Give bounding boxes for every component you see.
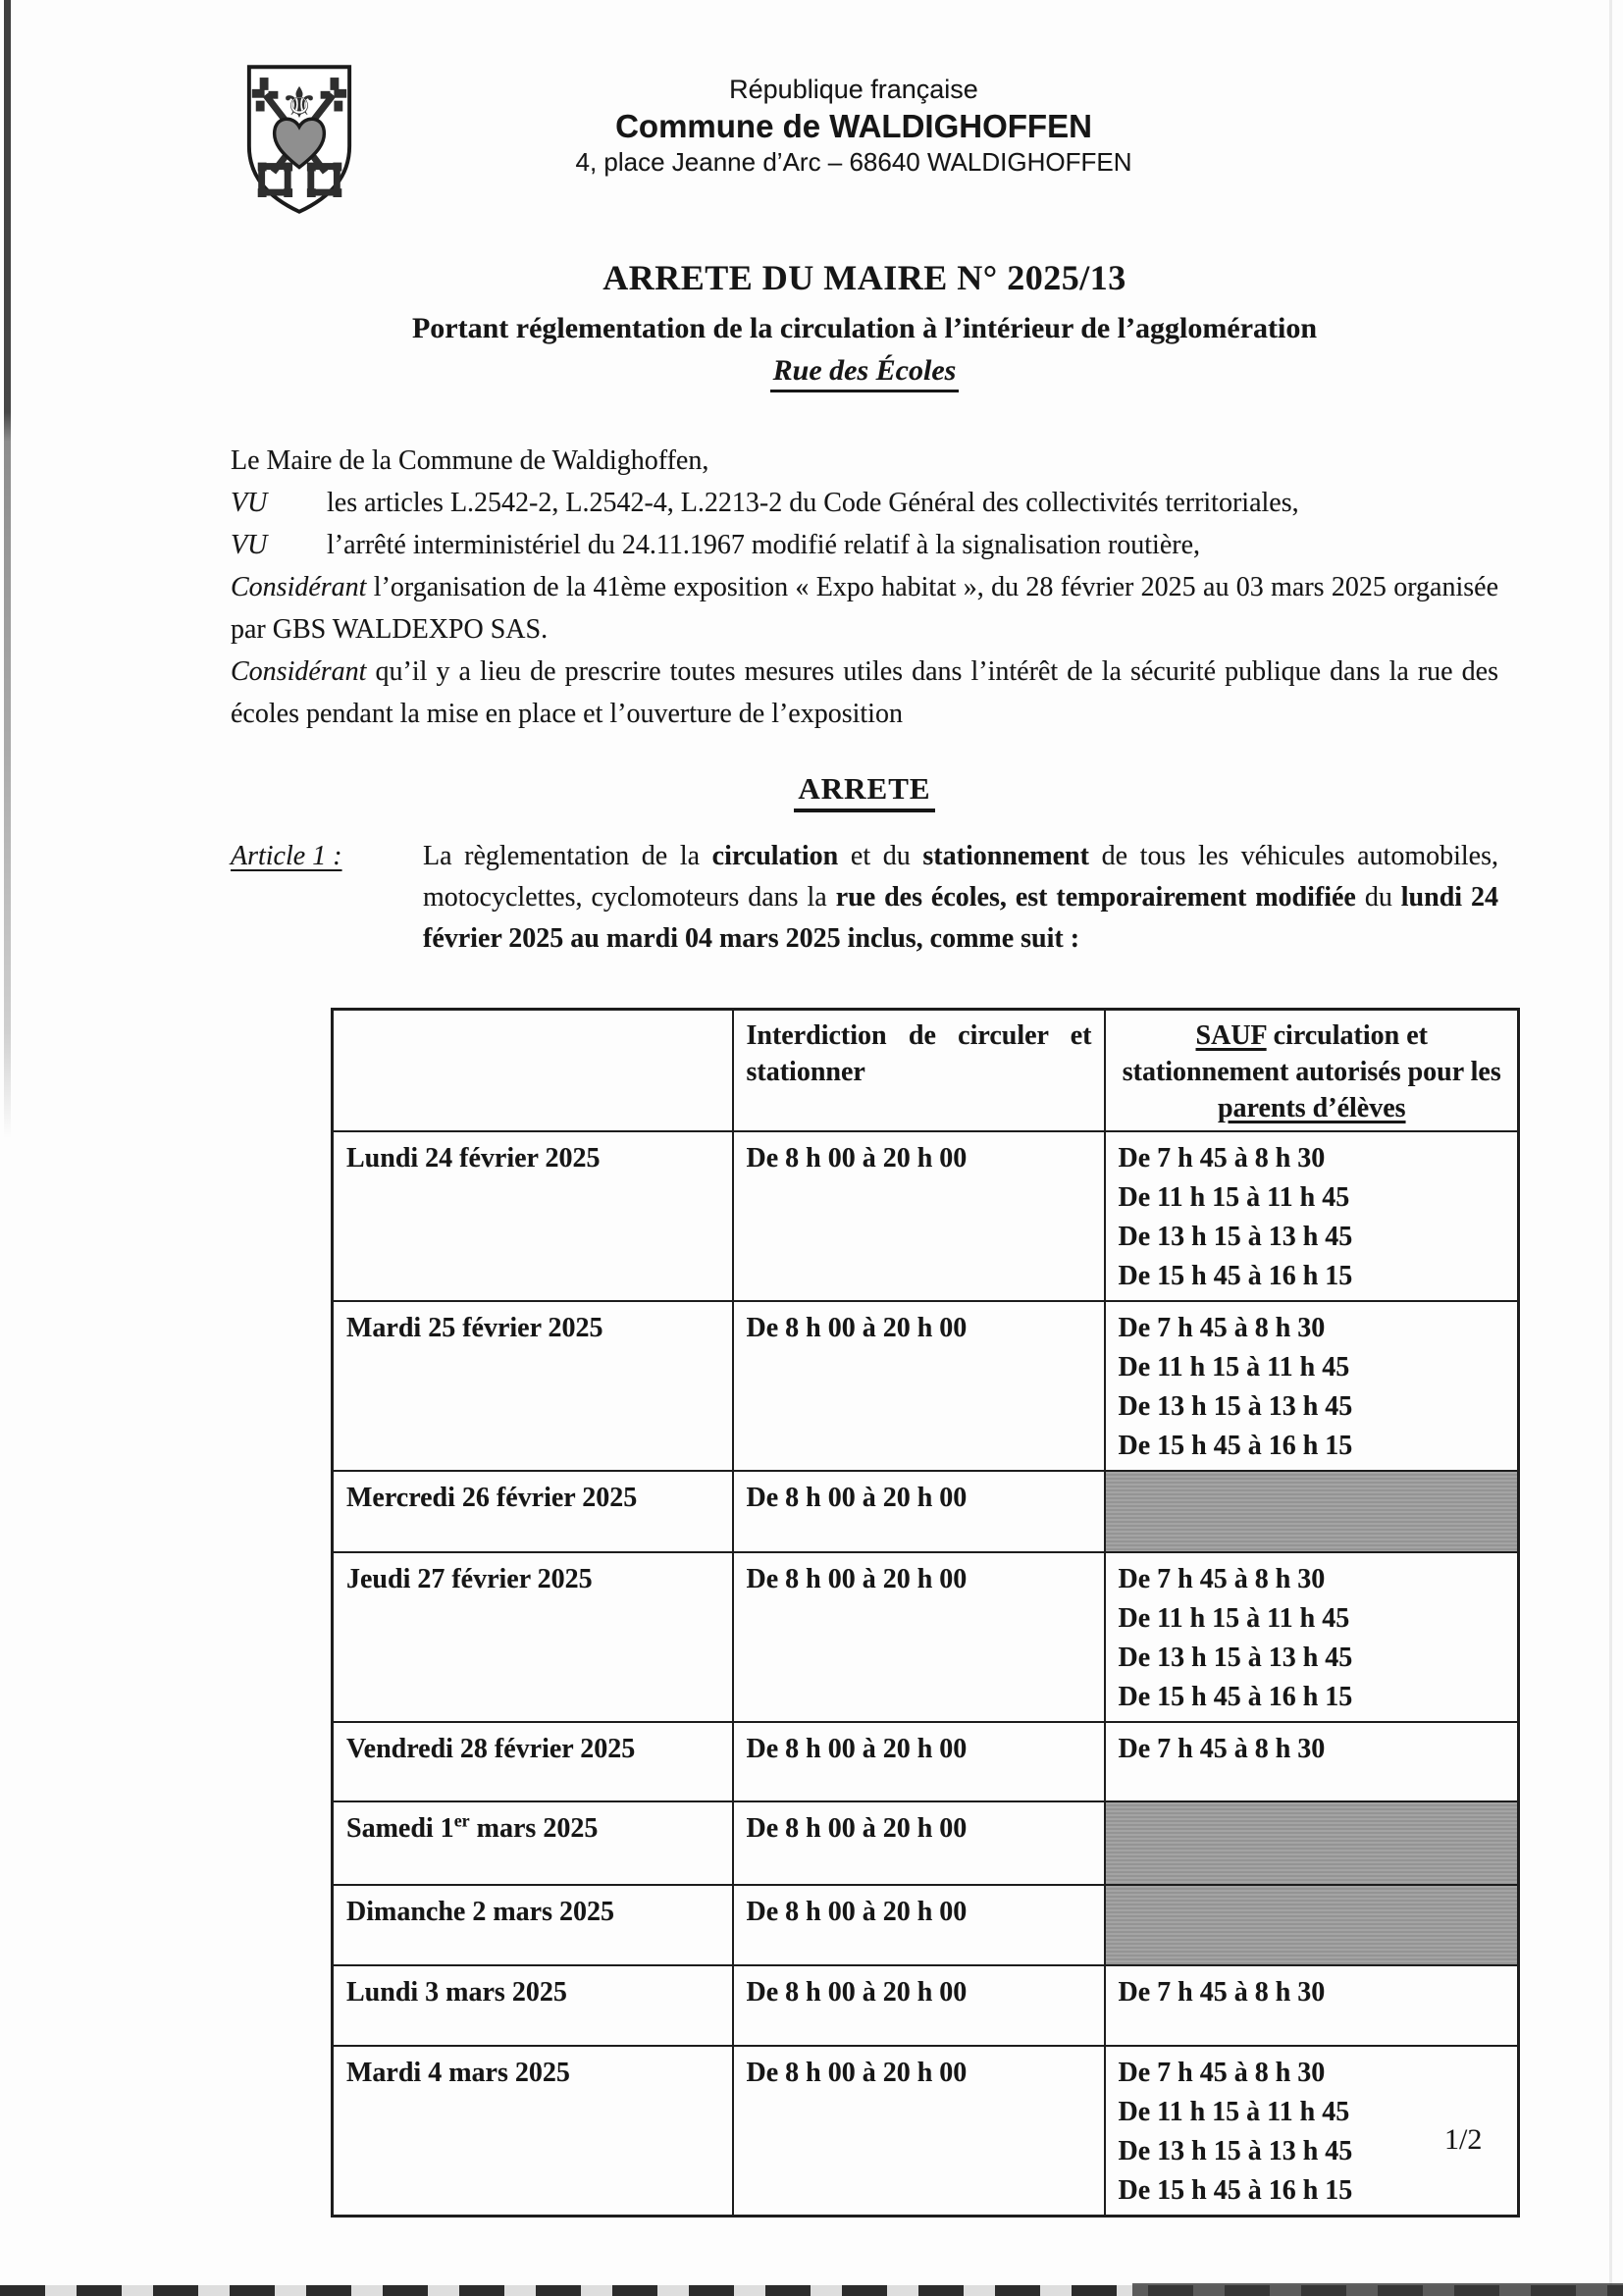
decree-number-title: ARRETE DU MAIRE N° 2025/13 — [602, 258, 1126, 297]
considerant-clause — [231, 651, 1498, 735]
street-name-title: Rue des Écoles — [231, 354, 1498, 392]
article-1 — [231, 836, 1498, 960]
svg-text:⚜: ⚜ — [280, 78, 319, 129]
republic-line: République française — [729, 75, 978, 104]
table-row — [333, 1801, 1519, 1885]
sauf-cell-shaded — [1105, 1471, 1519, 1552]
sauf-cell: De 7 h 45 à 8 h 30 De 11 h 15 à 11 h 45 De 13 h 15 à 13 h 45 De 15 h 45 à 16 h 15 — [1105, 1301, 1519, 1471]
date-cell: Mardi 4 mars 2025 — [333, 2046, 733, 2217]
sauf-column-header: SAUF circulation et stationnement autorisés pour les parents d’élèves — [1105, 1010, 1519, 1132]
vu-text: les articles L.2542-2, L.2542-4, L.2213-2 du Code Général des collectivités territoriales, — [327, 488, 1299, 518]
sauf-cell-shaded — [1105, 1801, 1519, 1885]
interdiction-cell: De 8 h 00 à 20 h 00 — [733, 1801, 1105, 1885]
preamble — [231, 440, 1498, 735]
circulation-schedule-table — [331, 1008, 1520, 2218]
article-1-text: La règlementation de la circulation et du stationnement de tous les véhicules automobiles, motocyclettes, cyclomoteurs dans la rue des écoles, est temporairement modifiée du lundi 24 février 2025 au mardi 04 mars 2025 inclus, comme suit : — [423, 841, 1499, 954]
vu-label: VU — [231, 488, 268, 518]
date-cell: Lundi 24 février 2025 — [333, 1131, 733, 1301]
sauf-cell-shaded — [1105, 1885, 1519, 1965]
considerant-text: l’organisation de la 41ème exposition « Expo habitat », du 28 février 2025 au 03 mars 2025 organisée par GBS WALDEXPO SAS. — [231, 572, 1498, 645]
date-column-header — [333, 1010, 733, 1132]
table-row — [333, 1471, 1519, 1552]
decree-subject-title: Portant réglementation de la circulation à l’intérieur de l’agglomération — [411, 312, 1318, 344]
vu-label: VU — [231, 530, 268, 560]
sauf-cell: De 7 h 45 à 8 h 30 — [1105, 1965, 1519, 2046]
article-1-label: Article 1 : — [231, 841, 342, 871]
sauf-cell: De 7 h 45 à 8 h 30 De 11 h 15 à 11 h 45 De 13 h 15 à 13 h 45 De 15 h 45 à 16 h 15 — [1105, 1552, 1519, 1722]
interdiction-column-header: Interdiction de circuler et stationner — [733, 1010, 1105, 1132]
table-row — [333, 1131, 1519, 1301]
arrete-heading: ARRETE — [231, 771, 1498, 812]
considerant-clause — [231, 566, 1498, 651]
interdiction-cell: De 8 h 00 à 20 h 00 — [733, 1722, 1105, 1801]
interdiction-cell: De 8 h 00 à 20 h 00 — [733, 1965, 1105, 2046]
table-row — [333, 1965, 1519, 2046]
date-cell: Mercredi 26 février 2025 — [333, 1471, 733, 1552]
table-row — [333, 1722, 1519, 1801]
considerant-label: Considérant — [231, 572, 367, 602]
table-row — [333, 1885, 1519, 1965]
interdiction-cell: De 8 h 00 à 20 h 00 — [733, 1885, 1105, 1965]
vu-clause — [231, 482, 1498, 524]
date-cell: Samedi 1er mars 2025 — [333, 1801, 733, 1885]
interdiction-cell: De 8 h 00 à 20 h 00 — [733, 2046, 1105, 2217]
interdiction-cell: De 8 h 00 à 20 h 00 — [733, 1301, 1105, 1471]
date-cell: Dimanche 2 mars 2025 — [333, 1885, 733, 1965]
sauf-cell: De 7 h 45 à 8 h 30 De 11 h 15 à 11 h 45 De 13 h 15 à 13 h 45 De 15 h 45 à 16 h 15 — [1105, 1131, 1519, 1301]
interdiction-cell: De 8 h 00 à 20 h 00 — [733, 1552, 1105, 1722]
decree-title-block — [231, 257, 1498, 392]
sauf-cell: De 7 h 45 à 8 h 30 De 11 h 15 à 11 h 45 De 13 h 15 à 13 h 45 De 15 h 45 à 16 h 15 — [1105, 2046, 1519, 2217]
commune-name: Commune de WALDIGHOFFEN — [615, 108, 1092, 144]
considerant-label: Considérant — [231, 656, 367, 687]
considerant-text: qu’il y a lieu de prescrire toutes mesures utiles dans l’intérêt de la sécurité publique dans la rue des écoles pendant la mise en place et l’ouverture de l’exposition — [231, 656, 1498, 729]
table-row — [333, 2046, 1519, 2217]
table-row — [333, 1301, 1519, 1471]
table-row — [333, 1552, 1519, 1722]
date-cell: Lundi 3 mars 2025 — [333, 1965, 733, 2046]
commune-address: 4, place Jeanne d’Arc – 68640 WALDIGHOFFEN — [575, 147, 1132, 177]
vu-clause — [231, 524, 1498, 566]
table-header-row — [333, 1010, 1519, 1132]
date-cell: Vendredi 28 février 2025 — [333, 1722, 733, 1801]
interdiction-cell: De 8 h 00 à 20 h 00 — [733, 1131, 1105, 1301]
vu-text: l’arrêté interministériel du 24.11.1967 modifié relatif à la signalisation routière, — [327, 530, 1201, 560]
mayor-intro-line: Le Maire de la Commune de Waldighoffen, — [231, 445, 709, 476]
date-cell: Mardi 25 février 2025 — [333, 1301, 733, 1471]
date-cell: Jeudi 27 février 2025 — [333, 1552, 733, 1722]
interdiction-cell: De 8 h 00 à 20 h 00 — [733, 1471, 1105, 1552]
scan-artifact-bottom-right-band — [1132, 2283, 1623, 2296]
scan-artifact-left-line — [4, 0, 11, 1138]
page-number: 1/2 — [1444, 2123, 1483, 2156]
sauf-cell: De 7 h 45 à 8 h 30 — [1105, 1722, 1519, 1801]
letterhead — [236, 75, 1472, 178]
scan-artifact-right-line — [1609, 0, 1612, 2296]
